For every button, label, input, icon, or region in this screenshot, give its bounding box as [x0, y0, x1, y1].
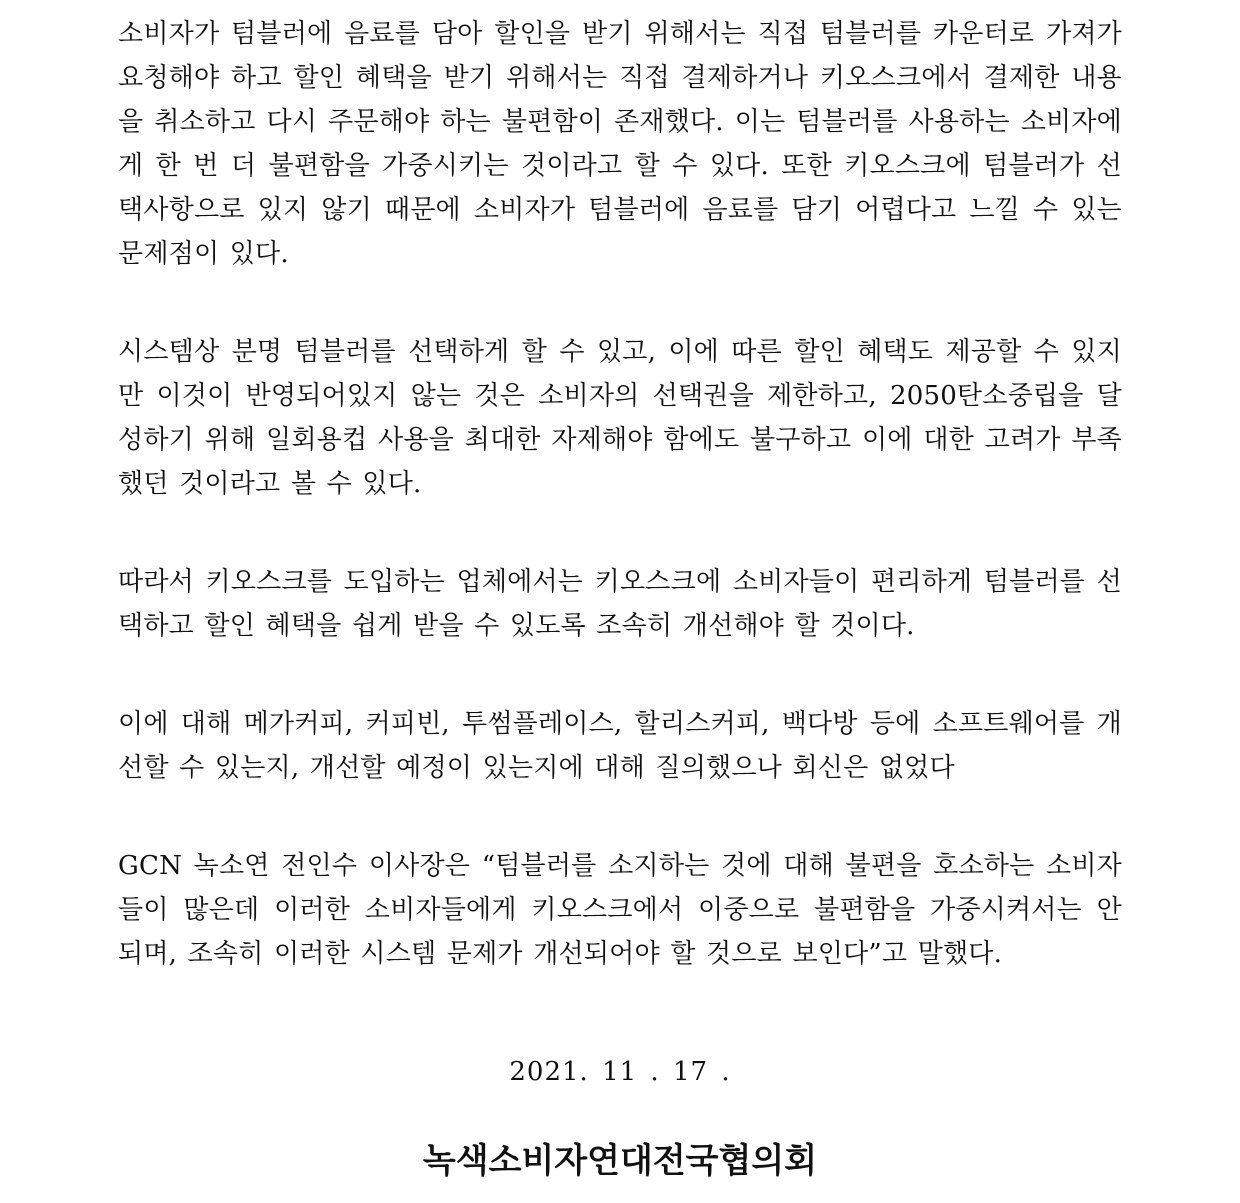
organization-name: 녹색소비자연대전국협의회 — [422, 1141, 818, 1181]
paragraph-inquiry: 이에 대해 메가커피, 커피빈, 투썸플레이스, 할리스커피, 백다방 등에 소프트웨어를 개선할 수 있는지, 개선할 예정이 있는지에 대해 질의했으나 회신은 없었다 — [118, 709, 1122, 783]
paragraph-improvement-request: 따라서 키오스크를 도입하는 업체에서는 키오스크에 소비자들이 편리하게 텀블러를 선택하고 할인 혜택을 쉽게 받을 수 있도록 조속히 개선해야 할 것이다. — [118, 567, 1122, 641]
paragraph-chairman-quote: GCN 녹소연 전인수 이사장은 “텀블러를 소지하는 것에 대해 불편을 호소하는 소비자들이 많은데 이러한 소비자들에게 키오스크에서 이중으로 불편함을 가중시켜서는 안 되며, 조속히 이러한 시스템 문제가 개선되어야 할 것으로 보인다”고 말했다. — [118, 851, 1122, 969]
document-body — [118, 12, 1122, 1030]
paragraph-system-choice: 시스템상 분명 텀블러를 선택하게 할 수 있고, 이에 따른 할인 혜택도 제공할 수 있지만 이것이 반영되어있지 않는 것은 소비자의 선택권을 제한하고, 2050탄소중립을 달성하기 위해 일회용컵 사용을 최대한 자제해야 함에도 불구하고 이에 대한 고려가 부족했던 것이라고 볼 수 있다. — [118, 337, 1122, 499]
paragraph-tumbler-inconvenience: 소비자가 텀블러에 음료를 담아 할인을 받기 위해서는 직접 텀블러를 카운터로 가져가 요청해야 하고 할인 혜택을 받기 위해서는 직접 결제하거나 키오스크에서 결제한 내용을 취소하고 다시 주문해야 하는 불편함이 존재했다. 이는 텀블러를 사용하는 소비자에게 한 번 더 불편함을 가중시키는 것이라고 할 수 있다. 또한 키오스크에 텀블러가 선택사항으로 있지 않기 때문에 소비자가 텀블러에 음료를 담기 어렵다고 느낄 수 있는 문제점이 있다. — [118, 19, 1122, 269]
document-date: 2021. 11 . 17 . — [509, 1057, 731, 1087]
